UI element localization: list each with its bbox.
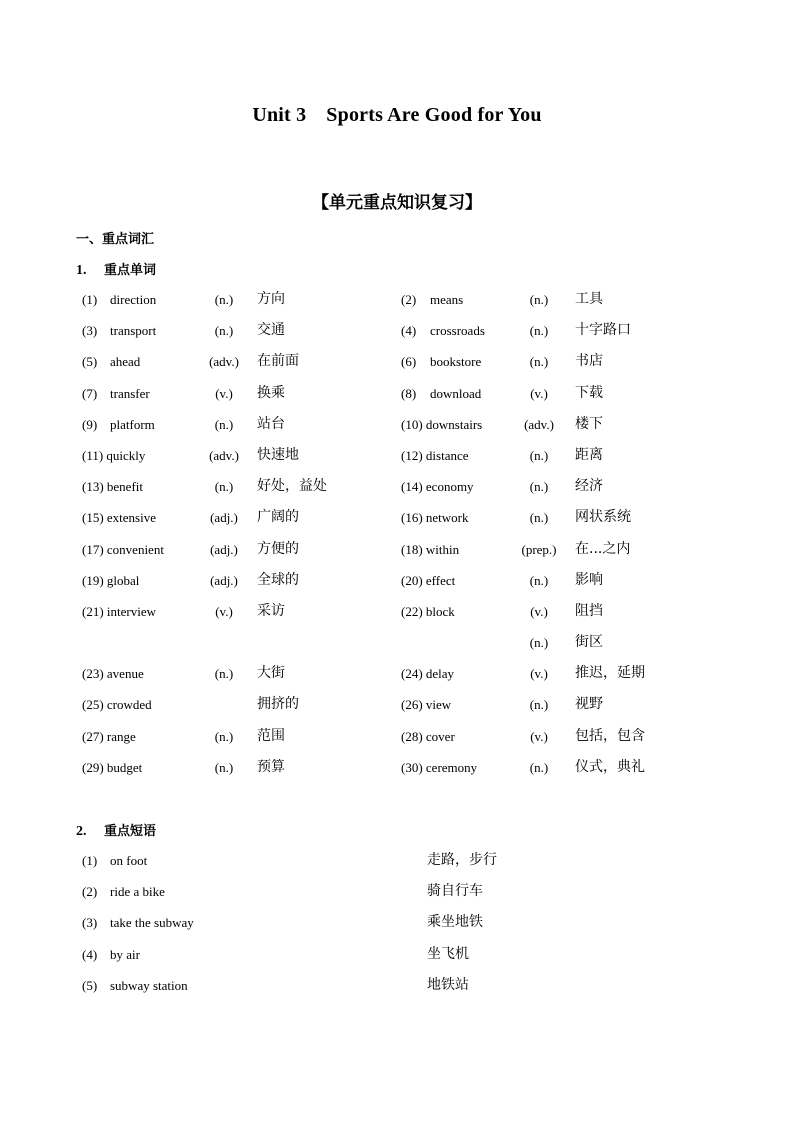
vocab-row — [0, 534, 794, 565]
entry-word: (13) benefit — [82, 479, 144, 495]
phrase-meaning: 走路，步行 — [427, 852, 497, 868]
entry-number: (7) — [82, 385, 98, 401]
phrase-english: ride a bike — [110, 884, 165, 900]
entry-meaning: 推迟，延期 — [575, 665, 645, 682]
entry-part-of-speech: (n.) — [529, 292, 549, 307]
entry-part-of-speech: (n.) — [529, 447, 549, 463]
entry-meaning: 在前面 — [257, 353, 299, 370]
entry-word: (21) interview — [82, 603, 157, 619]
entry-number: (2) — [401, 292, 417, 307]
entry-part-of-speech: (n.) — [529, 697, 549, 713]
vocab-row — [0, 627, 794, 658]
entry-number: (8) — [401, 385, 417, 401]
phrase-row — [0, 939, 794, 970]
entry-word: (15) extensive — [82, 510, 157, 526]
entry-number: (9) — [82, 416, 98, 432]
vocab-row — [0, 502, 794, 533]
entry-meaning: 影响 — [575, 571, 603, 588]
entry-part-of-speech: (n.) — [214, 292, 234, 307]
phrases-heading — [76, 820, 156, 840]
entry-word: (18) within — [401, 541, 460, 557]
entry-meaning: 好处，益处 — [257, 478, 327, 495]
vocab-row — [0, 378, 794, 409]
entry-word: transfer — [110, 385, 150, 401]
entry-meaning: 距离 — [575, 446, 603, 463]
entry-word: (26) view — [401, 697, 452, 713]
entry-word: means — [430, 292, 464, 307]
entry-meaning: 下载 — [575, 384, 603, 401]
entry-part-of-speech: (adj.) — [210, 541, 238, 557]
entry-meaning: 快速地 — [257, 446, 299, 463]
entry-word: (29) budget — [82, 759, 143, 775]
phrase-list — [0, 845, 794, 1001]
entry-word: transport — [110, 323, 157, 339]
phrase-row — [0, 876, 794, 907]
words-heading-number: 1. — [76, 263, 87, 278]
phrase-english: on foot — [110, 853, 148, 868]
entry-part-of-speech: (n.) — [214, 323, 234, 339]
entry-number: (6) — [401, 354, 417, 370]
entry-meaning: 广阔的 — [257, 509, 299, 526]
entry-part-of-speech: (adv.) — [524, 416, 554, 432]
entry-part-of-speech: (v.) — [530, 666, 548, 682]
entry-part-of-speech: (n.) — [529, 323, 549, 339]
entry-part-of-speech: (adv.) — [209, 447, 239, 463]
phrase-meaning: 乘坐地铁 — [427, 914, 483, 931]
phrase-english: by air — [110, 946, 140, 962]
entry-part-of-speech: (n.) — [529, 510, 549, 526]
unit-label: Unit 3 — [252, 104, 307, 126]
phrase-number: (2) — [82, 884, 98, 900]
entry-meaning: 预算 — [257, 758, 285, 775]
entry-meaning: 视野 — [575, 696, 603, 713]
phrase-english: take the subway — [110, 915, 194, 931]
entry-part-of-speech: (v.) — [530, 728, 548, 744]
entry-word: download — [430, 385, 482, 401]
vocab-row — [0, 565, 794, 596]
entry-part-of-speech: (v.) — [215, 385, 233, 401]
phrase-number: (1) — [82, 853, 98, 868]
phrases-heading-label: 重点短语 — [104, 824, 157, 839]
entry-word: (25) crowded — [82, 697, 152, 713]
entry-word: bookstore — [430, 354, 482, 370]
entry-part-of-speech: (adv.) — [209, 354, 239, 370]
entry-part-of-speech: (n.) — [214, 666, 234, 682]
entry-word: (17) convenient — [82, 541, 164, 557]
entry-meaning: 方向 — [257, 291, 285, 307]
entry-meaning: 网状系统 — [575, 509, 631, 526]
vocab-row — [0, 658, 794, 689]
vocab-row — [0, 409, 794, 440]
vocab-row — [0, 440, 794, 471]
entry-meaning: 十字路口 — [575, 322, 631, 339]
entry-meaning: 经济 — [575, 478, 603, 495]
phrase-row — [0, 845, 794, 876]
entry-part-of-speech: (v.) — [530, 385, 548, 401]
entry-part-of-speech: (v.) — [215, 603, 233, 619]
phrase-number: (4) — [82, 946, 98, 962]
phrase-row — [0, 970, 794, 1001]
entry-meaning: 站台 — [257, 415, 285, 432]
entry-word: (22) block — [401, 603, 455, 619]
entry-part-of-speech: (n.) — [214, 479, 234, 495]
entry-word: (16) network — [401, 510, 469, 526]
section-heading-vocabulary: 一、重点词汇 — [76, 232, 155, 247]
entry-meaning: 采访 — [257, 602, 285, 619]
entry-word: (14) economy — [401, 479, 474, 495]
entry-word: (30) ceremony — [401, 759, 478, 775]
entry-part-of-speech: (adj.) — [210, 572, 238, 588]
entry-meaning: 换乘 — [257, 384, 285, 401]
entry-meaning: 交通 — [257, 322, 285, 339]
entry-word: ahead — [110, 354, 141, 370]
entry-meaning: 楼下 — [575, 415, 603, 432]
vocab-row — [0, 689, 794, 720]
entry-meaning: 方便的 — [257, 540, 299, 557]
entry-meaning: 全球的 — [257, 571, 299, 588]
vocab-row — [0, 471, 794, 502]
entry-number: (5) — [82, 354, 98, 370]
entry-word: (28) cover — [401, 728, 455, 744]
entry-number: (3) — [82, 323, 98, 339]
vocab-row — [0, 284, 794, 315]
entry-meaning: 范围 — [257, 727, 285, 744]
entry-part-of-speech: (n.) — [529, 635, 549, 651]
phrase-meaning: 坐飞机 — [427, 945, 469, 962]
entry-word: (12) distance — [401, 447, 469, 463]
entry-part-of-speech: (prep.) — [521, 541, 557, 557]
phrase-meaning: 地铁站 — [427, 976, 469, 993]
review-subtitle: 【单元重点知识复习】 — [312, 193, 482, 213]
entry-word: direction — [110, 292, 157, 307]
entry-word: (11) quickly — [82, 447, 146, 463]
entry-word: (10) downstairs — [401, 416, 483, 432]
entry-part-of-speech: (n.) — [529, 759, 549, 775]
words-heading-label: 重点单词 — [104, 263, 157, 278]
entry-number: (4) — [401, 323, 417, 339]
vocab-row — [0, 752, 794, 783]
phrase-english: subway station — [110, 977, 188, 993]
entry-meaning: 包括，包含 — [575, 727, 645, 744]
entry-word: (24) delay — [401, 666, 455, 682]
entry-meaning: 在...之内 — [575, 540, 631, 557]
entry-part-of-speech: (n.) — [529, 479, 549, 495]
entry-number: (1) — [82, 292, 98, 307]
words-heading — [76, 259, 156, 279]
phrase-row — [0, 907, 794, 938]
vocab-row — [0, 721, 794, 752]
entry-word: crossroads — [430, 323, 485, 339]
vocab-row — [0, 315, 794, 346]
phrase-number: (5) — [82, 977, 98, 993]
entry-meaning: 仪式，典礼 — [575, 758, 645, 775]
unit-title: Sports Are Good for You — [326, 104, 542, 126]
entry-meaning: 书店 — [575, 353, 603, 370]
entry-word: (23) avenue — [82, 666, 144, 682]
entry-word: (20) effect — [401, 572, 456, 588]
entry-part-of-speech: (n.) — [214, 728, 234, 744]
entry-part-of-speech: (n.) — [214, 416, 234, 432]
entry-meaning: 拥挤的 — [257, 696, 299, 713]
vocabulary-list — [0, 284, 794, 783]
vocab-row — [0, 346, 794, 377]
entry-meaning: 街区 — [575, 634, 603, 651]
entry-meaning: 工具 — [575, 291, 603, 307]
entry-word: (19) global — [82, 572, 140, 588]
phrase-number: (3) — [82, 915, 98, 931]
entry-part-of-speech: (n.) — [529, 572, 549, 588]
entry-part-of-speech: (adj.) — [210, 510, 238, 526]
entry-word: (27) range — [82, 728, 136, 744]
entry-word: platform — [110, 416, 155, 432]
entry-meaning: 阻挡 — [575, 602, 603, 619]
entry-part-of-speech: (n.) — [214, 759, 234, 775]
phrases-heading-number: 2. — [76, 824, 87, 839]
entry-part-of-speech: (v.) — [530, 603, 548, 619]
entry-meaning: 大街 — [257, 665, 285, 682]
page-title — [0, 104, 794, 127]
phrase-meaning: 骑自行车 — [427, 883, 483, 900]
vocab-row — [0, 596, 794, 627]
entry-part-of-speech: (n.) — [529, 354, 549, 370]
